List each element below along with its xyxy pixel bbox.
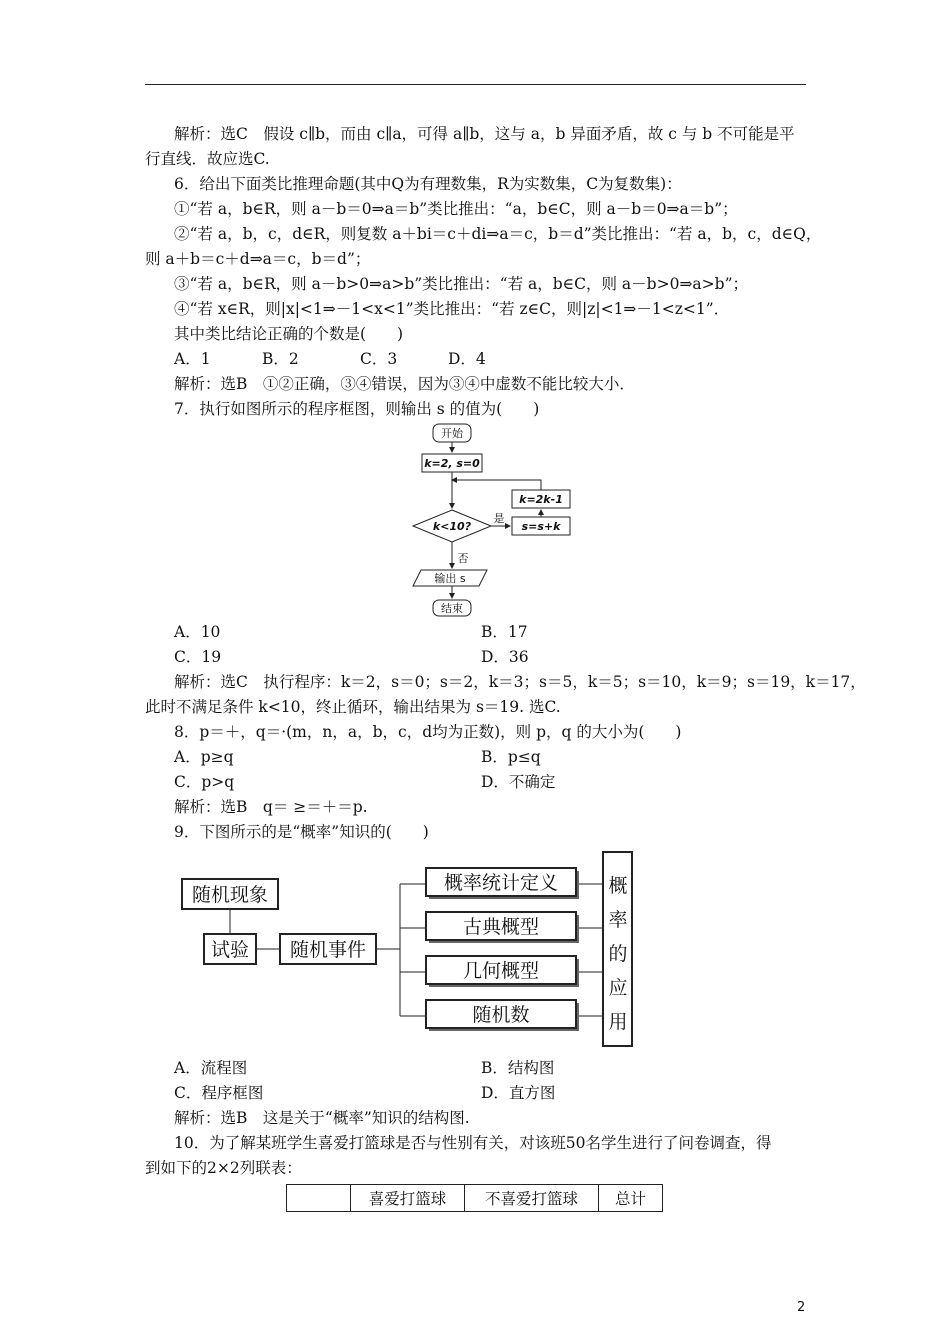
table-header-total: 总计 bbox=[599, 1185, 663, 1212]
header-rule bbox=[145, 84, 806, 85]
q6-option-d: D．4 bbox=[448, 350, 486, 368]
q7-option-d: D．36 bbox=[481, 648, 529, 666]
diagram-application-char-2: 率 bbox=[608, 909, 628, 931]
q6-item1: ①“若 a，b∈R，则 a－b＝0⇒a＝b”类比推出：“a，b∈C，则 a－b＝0⇒a＝b”； bbox=[174, 200, 738, 218]
q7-analysis-line1: 解析：选C 执行程序：k＝2，s＝0；s＝2，k＝3；s＝5，k＝5；s＝10，k＝9；s＝19，k＝17， bbox=[174, 673, 866, 691]
q7-option-b: B．17 bbox=[481, 623, 528, 641]
diagram-application-char-4: 应 bbox=[608, 977, 628, 999]
flow-end-text: 结束 bbox=[441, 602, 463, 615]
q6-option-c: C．3 bbox=[360, 350, 398, 368]
q10-stem-line2: 到如下的2×2列联表： bbox=[145, 1159, 302, 1177]
diagram-branch-1-text: 概率统计定义 bbox=[443, 872, 559, 894]
flow-output-text: 输出 s bbox=[434, 572, 466, 585]
q6-item4: ④“若 x∈R，则|x|<1⇒－1<x<1”类比推出：“若 z∈C，则|z|<1⇒－1<z<1”． bbox=[174, 300, 730, 318]
q8-stem: 8．p＝＋，q＝·(m，n，a，b，c，d均为正数)，则 p，q 的大小为( ) bbox=[174, 723, 682, 741]
diagram-branch-2-text: 古典概型 bbox=[462, 916, 540, 938]
q8-option-d: D．不确定 bbox=[481, 773, 556, 791]
q9-analysis: 解析：选B 这是关于“概率”知识的结构图. bbox=[174, 1109, 470, 1127]
q6-option-a: A．1 bbox=[174, 350, 211, 368]
q7-analysis-line2: 此时不满足条件 k<10，终止循环，输出结果为 s＝19. 选C. bbox=[145, 698, 561, 716]
q6-option-b: B．2 bbox=[262, 350, 299, 368]
flow-update-k-text: k=2k-1 bbox=[519, 493, 563, 506]
q7-stem: 7．执行如图所示的程序框图，则输出 s 的值为( ) bbox=[174, 400, 540, 418]
flow-init-text: k=2, s=0 bbox=[424, 457, 480, 470]
table-header-like: 喜爱打篮球 bbox=[351, 1185, 465, 1212]
page-number: 2 bbox=[797, 1300, 806, 1315]
q10-stem-line1: 10．为了解某班学生喜爱打篮球是否与性别有关，对该班50名学生进行了问卷调查，得 bbox=[174, 1134, 772, 1152]
q8-analysis: 解析：选B q＝ ≥＝＋＝p. bbox=[174, 798, 368, 816]
q5-analysis-line1: 解析：选C 假设 c∥b，而由 c∥a，可得 a∥b，这与 a，b 异面矛盾，故 c 与 b 不可能是平 bbox=[174, 125, 795, 143]
q8-option-c: C．p>q bbox=[174, 773, 235, 791]
q6-analysis: 解析：选B ①②正确，③④错误，因为③④中虚数不能比较大小． bbox=[174, 375, 635, 393]
q6-question: 其中类比结论正确的个数是( ) bbox=[174, 325, 404, 343]
q9-option-d: D．直方图 bbox=[481, 1084, 556, 1102]
q8-option-a: A．p≥q bbox=[174, 748, 234, 766]
diagram-application-char-1: 概 bbox=[608, 875, 628, 897]
table-header-row bbox=[287, 1185, 663, 1212]
table-header-blank bbox=[287, 1185, 351, 1212]
flow-update-s-text: s=s+k bbox=[521, 520, 561, 533]
q6-item2-line2: 则 a＋b＝c＋d⇒a＝c，b＝d”； bbox=[145, 250, 371, 268]
diagram-phenomenon-text: 随机现象 bbox=[191, 884, 269, 906]
q9-option-c: C．程序框图 bbox=[174, 1084, 264, 1102]
q6-item2-line1: ②“若 a，b，c，d∈R，则复数 a＋bi＝c＋di⇒a＝c，b＝d”类比推出：“若 a，b，c，d∈Q， bbox=[174, 225, 822, 243]
table-header-dislike: 不喜爱打篮球 bbox=[465, 1185, 599, 1212]
flow-no-label: 否 bbox=[457, 552, 469, 565]
q10-contingency-table bbox=[286, 1184, 663, 1212]
q9-option-a: A．流程图 bbox=[174, 1059, 248, 1077]
diagram-application-char-3: 的 bbox=[608, 943, 628, 965]
diagram-trial-text: 试验 bbox=[210, 939, 250, 961]
q9-stem: 9．下图所示的是“概率”知识的( ) bbox=[174, 823, 429, 841]
q6-item3: ③“若 a，b∈R，则 a－b>0⇒a>b”类比推出：“若 a，b∈C，则 a－b>0⇒a>b”； bbox=[174, 275, 749, 293]
diagram-branch-3-text: 几何概型 bbox=[462, 960, 540, 982]
q8-option-b: B．p≤q bbox=[481, 748, 541, 766]
q9-option-b: B．结构图 bbox=[481, 1059, 555, 1077]
q6-stem: 6．给出下面类比推理命题(其中Q为有理数集，R为实数集，C为复数集)： bbox=[174, 175, 682, 193]
q7-option-a: A．10 bbox=[174, 623, 221, 641]
q9-structure-diagram bbox=[175, 850, 645, 1054]
diagram-application-char-5: 用 bbox=[608, 1011, 628, 1033]
q7-flowchart bbox=[395, 420, 605, 624]
diagram-branch-4-text: 随机数 bbox=[472, 1004, 530, 1026]
q5-analysis-line2: 行直线．故应选C. bbox=[145, 150, 270, 168]
q7-option-c: C．19 bbox=[174, 648, 222, 666]
diagram-event-text: 随机事件 bbox=[289, 939, 367, 961]
flow-condition-text: k<10? bbox=[432, 520, 472, 533]
flow-yes-label: 是 bbox=[493, 512, 505, 525]
flow-start-text: 开始 bbox=[441, 427, 463, 440]
